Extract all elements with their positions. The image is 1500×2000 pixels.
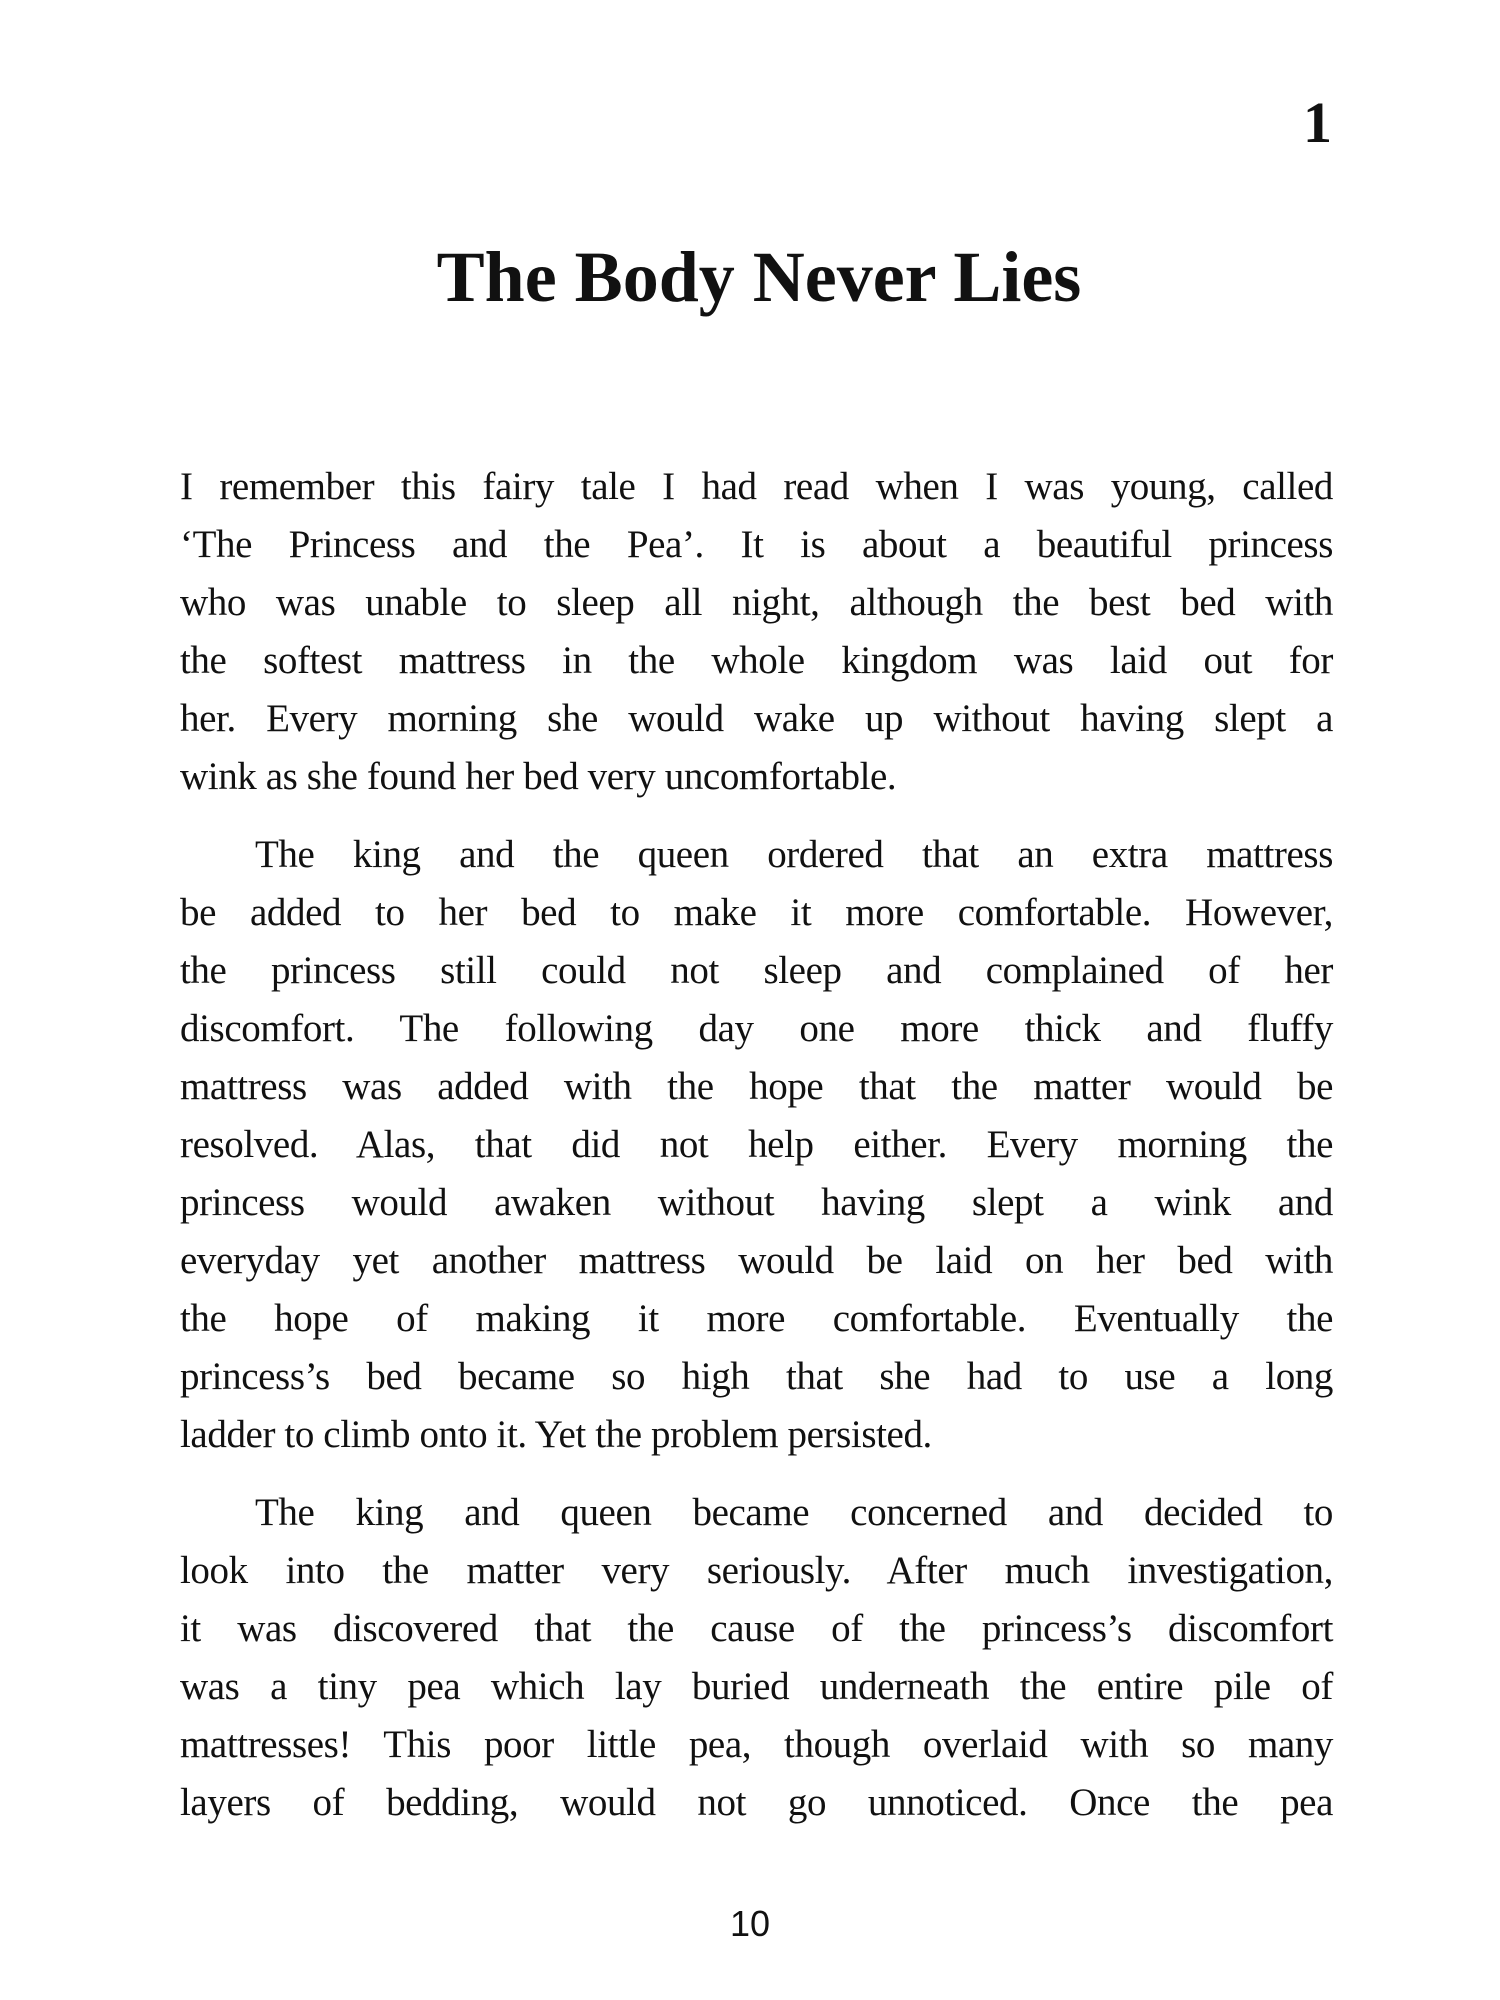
text-line: The king and the queen ordered that an extra mattress bbox=[255, 833, 1333, 876]
text-line: mattresses! This poor little pea, though overlaid with so many bbox=[180, 1723, 1333, 1766]
text-line: everyday yet another mattress would be laid on her bed with bbox=[180, 1239, 1333, 1282]
text-line: resolved. Alas, that did not help either. Every morning the bbox=[180, 1123, 1333, 1166]
paragraph bbox=[180, 1484, 1333, 1832]
text-line: ‘The Princess and the Pea’. It is about a beautiful princess bbox=[180, 523, 1333, 566]
text-line: discomfort. The following day one more thick and fluffy bbox=[180, 1007, 1333, 1050]
chapter-title: The Body Never Lies bbox=[436, 237, 1082, 317]
body-text bbox=[180, 458, 1333, 1852]
chapter-number: 1 bbox=[1303, 90, 1332, 155]
text-line: it was discovered that the cause of the princess’s discomfort bbox=[180, 1607, 1333, 1650]
text-line: be added to her bed to make it more comfortable. However, bbox=[180, 891, 1333, 934]
text-line: layers of bedding, would not go unnoticed. Once the pea bbox=[180, 1781, 1333, 1824]
text-line: princess would awaken without having slept a wink and bbox=[180, 1181, 1333, 1224]
text-line: the hope of making it more comfortable. Eventually the bbox=[180, 1297, 1333, 1340]
text-line: ladder to climb onto it. Yet the problem persisted. bbox=[180, 1413, 932, 1456]
text-line: princess’s bed became so high that she had to use a long bbox=[180, 1355, 1333, 1398]
paragraph bbox=[180, 826, 1333, 1464]
text-line: the princess still could not sleep and complained of her bbox=[180, 949, 1333, 992]
text-line: The king and queen became concerned and decided to bbox=[255, 1491, 1333, 1534]
page-number: 10 bbox=[729, 1903, 771, 1944]
text-line: wink as she found her bed very uncomfortable. bbox=[180, 755, 897, 798]
text-line: mattress was added with the hope that the matter would be bbox=[180, 1065, 1333, 1108]
text-line: who was unable to sleep all night, although the best bed with bbox=[180, 581, 1333, 624]
paragraph bbox=[180, 458, 1333, 806]
text-line: I remember this fairy tale I had read when I was young, called bbox=[180, 465, 1333, 508]
text-line: her. Every morning she would wake up without having slept a bbox=[180, 697, 1333, 740]
text-line: the softest mattress in the whole kingdom was laid out for bbox=[180, 639, 1333, 682]
text-line: was a tiny pea which lay buried underneath the entire pile of bbox=[180, 1665, 1333, 1708]
text-line: look into the matter very seriously. After much investigation, bbox=[180, 1549, 1333, 1592]
